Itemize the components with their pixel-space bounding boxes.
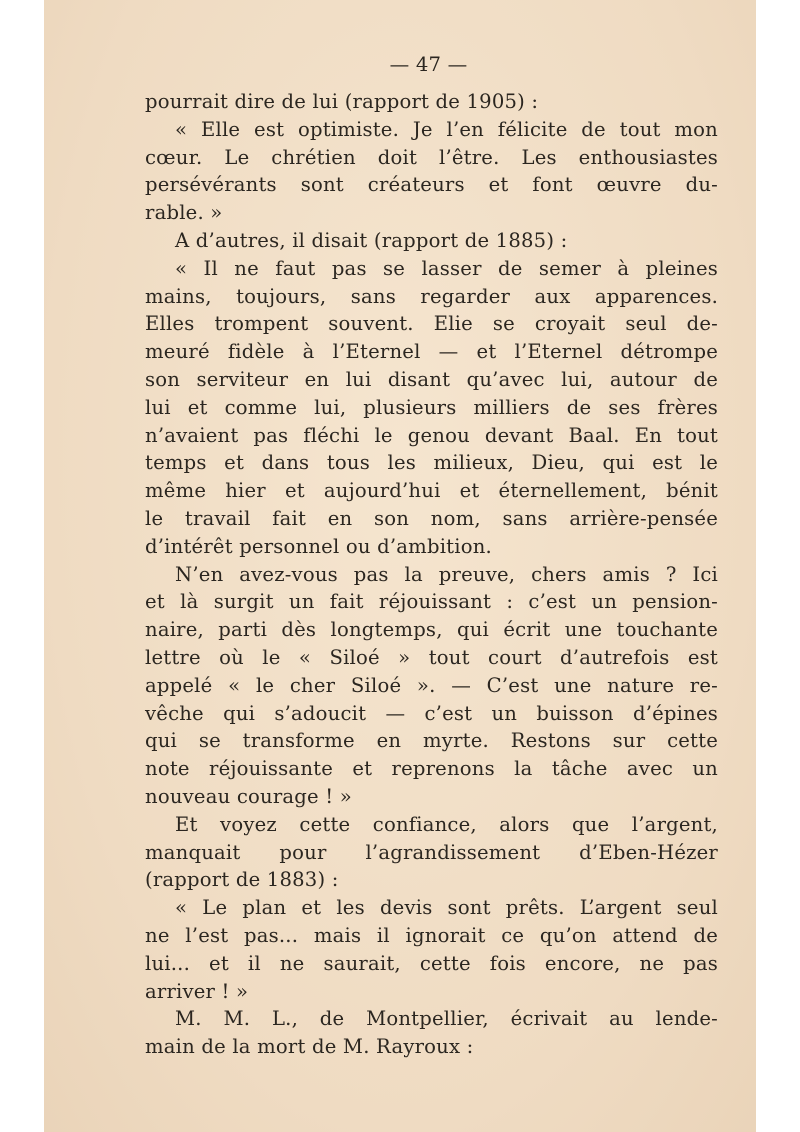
text-line: appelé « le cher Siloé ». — C’est une nature re- — [145, 673, 718, 697]
text-line: manquait pour l’agrandissement d’Eben-Hézer — [145, 840, 718, 864]
text-line: meuré fidèle à l’Eternel — et l’Eternel détrompe — [145, 340, 718, 364]
text-line: « Il ne faut pas se lasser de semer à pleines — [175, 256, 718, 280]
paragraph — [145, 1005, 718, 1061]
paragraph — [145, 561, 718, 811]
text-line: main de la mort de M. Rayroux : — [145, 1035, 474, 1059]
paragraph — [145, 811, 718, 894]
text-line: « Le plan et les devis sont prêts. L’argent seul — [175, 896, 718, 920]
paragraph — [145, 227, 718, 255]
paragraph — [145, 116, 718, 227]
page-number: — 47 — — [389, 53, 468, 76]
text-line: n’avaient pas fléchi le genou devant Baal. En tout — [145, 423, 718, 447]
text-line: A d’autres, il disait (rapport de 1885) : — [175, 228, 568, 252]
text-line: le travail fait en son nom, sans arrière-pensée — [145, 506, 718, 530]
text-line: lui... et il ne saurait, cette fois encore, ne pas — [145, 951, 718, 975]
text-line: temps et dans tous les milieux, Dieu, qui est le — [145, 451, 718, 475]
text-line: (rapport de 1883) : — [145, 868, 339, 892]
text-line: mains, toujours, sans regarder aux apparences. — [145, 284, 718, 308]
text-line: N’en avez-vous pas la preuve, chers amis ? Ici — [175, 562, 718, 586]
text-line: note réjouissante et reprenons la tâche avec un — [145, 757, 718, 781]
text-line: Elles trompent souvent. Elie se croyait seul de- — [145, 312, 718, 336]
book-page — [44, 0, 756, 1132]
text-line: « Elle est optimiste. Je l’en félicite de tout mon — [175, 117, 718, 141]
text-line: cœur. Le chrétien doit l’être. Les enthousiastes — [145, 145, 718, 169]
text-line: persévérants sont créateurs et font œuvre du- — [145, 173, 718, 197]
text-line: rable. » — [145, 201, 223, 225]
page-text — [145, 48, 718, 1061]
text-line: pourrait dire de lui (rapport de 1905) : — [145, 90, 539, 113]
text-line: d’intérêt personnel ou d’ambition. — [145, 534, 492, 558]
text-line: même hier et aujourd’hui et éternellement, bénit — [145, 479, 718, 503]
text-line: qui se transforme en myrte. Restons sur cette — [145, 729, 718, 753]
paragraph — [145, 894, 718, 1005]
text-line: naire, parti dès longtemps, qui écrit une touchante — [145, 618, 718, 642]
text-line: M. M. L., de Montpellier, écrivait au lende- — [175, 1007, 718, 1031]
paragraph — [145, 255, 718, 561]
paragraph — [145, 88, 718, 116]
text-line: Et voyez cette confiance, alors que l’argent, — [175, 812, 718, 836]
text-line: ne l’est pas... mais il ignorait ce qu’on attend de — [145, 923, 718, 947]
text-line: arriver ! » — [145, 979, 249, 1003]
text-line: lui et comme lui, plusieurs milliers de ses frères — [145, 395, 718, 419]
text-line: vêche qui s’adoucit — c’est un buisson d’épines — [145, 701, 718, 725]
text-line: et là surgit un fait réjouissant : c’est un pension- — [145, 590, 718, 614]
text-line: lettre où le « Siloé » tout court d’autrefois est — [145, 645, 718, 669]
text-line: nouveau courage ! » — [145, 784, 352, 808]
text-line: son serviteur en lui disant qu’avec lui, autour de — [145, 367, 718, 391]
